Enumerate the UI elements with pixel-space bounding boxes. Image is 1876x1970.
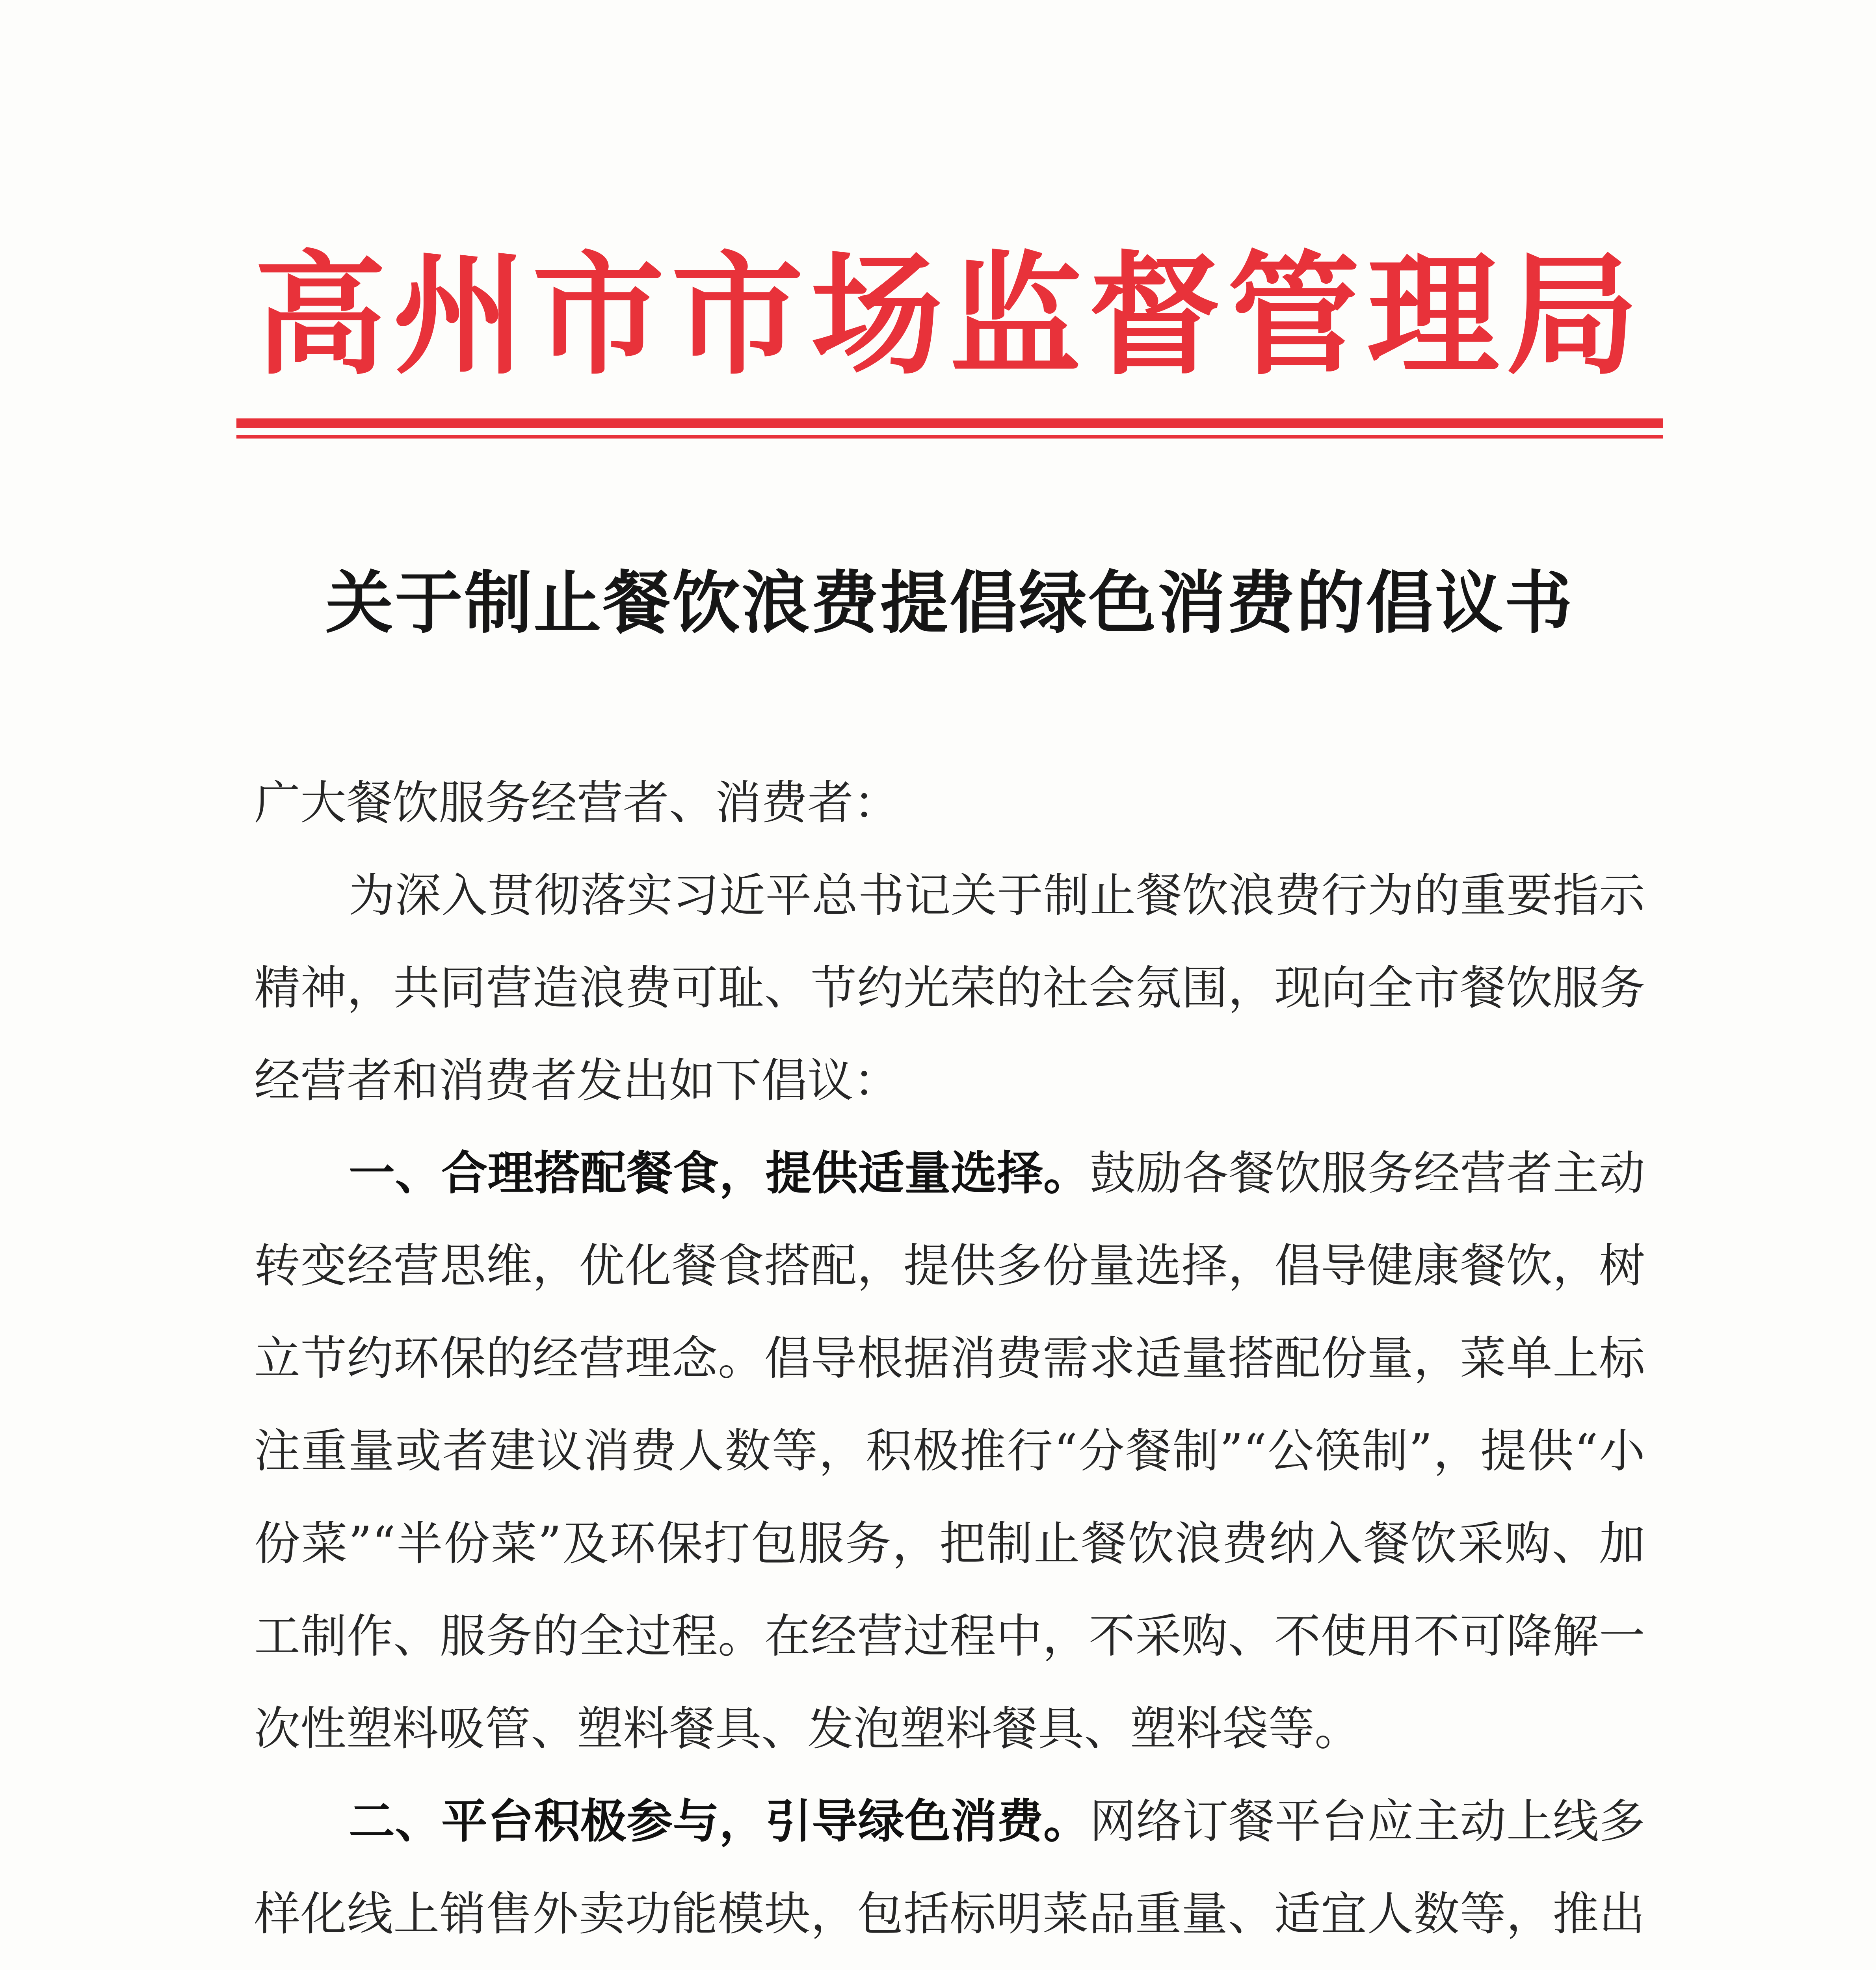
section-heading-2: 二、平台积极参与，引导绿色消费。 bbox=[349, 1794, 1090, 1848]
document-body bbox=[254, 756, 1645, 1970]
section-paragraph-1 bbox=[254, 1127, 1645, 1775]
section-heading-1: 一、合理搭配餐食，提供适量选择。 bbox=[349, 1146, 1090, 1200]
section-paragraph-2 bbox=[254, 1775, 1645, 1970]
header-red-rule-thick bbox=[236, 418, 1663, 428]
intro-paragraph: 为深入贯彻落实习近平总书记关于制止餐饮浪费行为的重要指示精神，共同营造浪费可耻、节约光荣的社会氛围，现向全市餐饮服务经营者和消费者发出如下倡议： bbox=[254, 868, 1645, 1108]
header-red-rule-thin bbox=[236, 435, 1663, 439]
section-text-2: 网络订餐平台应主动上线多样化线上销售外卖功能模块，包括标明菜品重量、适宜人数等，推出 bbox=[254, 1794, 1645, 1941]
section-text-1: 鼓励各餐饮服务经营者主动转变经营思维，优化餐食搭配，提供多份量选择，倡导健康餐饮，树立节约环保的经营理念。倡导根据消费需求适量搭配份量，菜单上标注重量或者建议消费人数等，积极推行“分餐制”“公筷制”，提供“小份菜”“半份菜”及环保打包服务，把制止餐饮浪费纳入餐饮采购、加工制作、服务的全过程。在经营过程中，不采购、不使用不可降解一次性塑料吸管、塑料餐具、发泡塑料餐具、塑料袋等。 bbox=[254, 1146, 1645, 1756]
document-title: 关于制止餐饮浪费提倡绿色消费的倡议书 bbox=[325, 563, 1574, 643]
salutation: 广大餐饮服务经营者、消费者： bbox=[254, 776, 900, 830]
agency-header-title: 高州市市场监督管理局 bbox=[254, 238, 1645, 393]
